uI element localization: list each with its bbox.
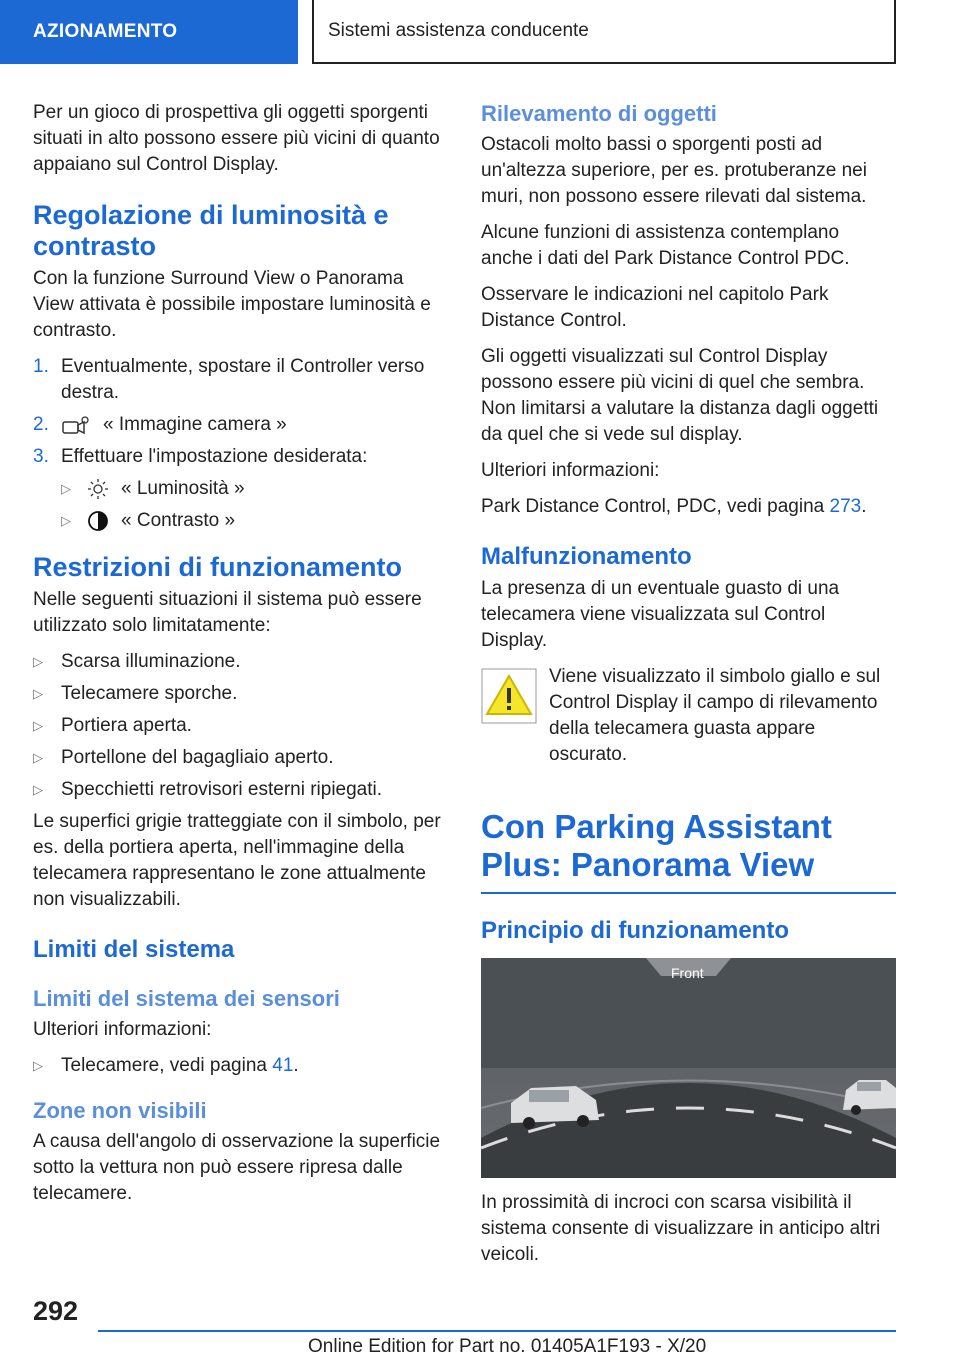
bullet-arrow-icon: ▷	[33, 718, 43, 733]
malfunction-heading: Malfunzionamento	[481, 543, 692, 570]
page-number: 292	[33, 1296, 79, 1326]
camera-label: Front	[671, 965, 704, 981]
section-tab: AZIONAMENTO	[0, 0, 298, 64]
list-item-text: Scarsa illuminazione.	[61, 651, 241, 672]
reference-text: Park Distance Control, PDC, vedi pagina	[481, 496, 825, 517]
bullet-arrow-icon: ▷	[33, 1058, 43, 1073]
list-item	[33, 713, 448, 739]
chapter-title: Sistemi assistenza conducente	[312, 0, 896, 64]
list-item	[33, 649, 448, 675]
sub-item-brightness	[33, 476, 448, 502]
bullet-arrow-icon: ▷	[61, 513, 71, 528]
detection-p3: Osservare le indicazioni nel capitolo Park Distance Control.	[481, 284, 829, 331]
detection-p4: Gli oggetti visualizzati sul Control Display possono essere più vicini di quel che sembra. Non limitarsi a valutare la distanza dagli oggetti da quel che si vede sul display.	[481, 346, 879, 445]
restrictions-heading: Restrizioni di funzionamento	[33, 552, 402, 582]
panorama-view-image	[481, 958, 896, 1178]
step-number: 2.	[33, 414, 49, 435]
left-column	[33, 100, 448, 1217]
list-item	[33, 745, 448, 771]
footer-edition: Online Edition for Part no. 01405A1F193 - X/20	[308, 1336, 707, 1357]
bullet-arrow-icon: ▷	[33, 654, 43, 669]
bullet-arrow-icon: ▷	[33, 686, 43, 701]
panorama-caption: In prossimità di incroci con scarsa visibilità il sistema consente di visualizzare in anticipo altri veicoli.	[481, 1192, 881, 1265]
camera-settings-icon	[61, 412, 91, 438]
principle-heading: Principio di funzionamento	[481, 917, 789, 944]
restrictions-note: Le superfici grigie tratteggiate con il simbolo, per es. della portiera aperta, nell'immagine della telecamera rappresentano le zone attualmente non visualizzabili.	[33, 811, 441, 910]
section-divider	[481, 892, 896, 894]
list-item-text: Portiera aperta.	[61, 715, 192, 736]
step-1	[33, 354, 448, 406]
bullet-arrow-icon: ▷	[33, 782, 43, 797]
warning-triangle-icon	[481, 668, 537, 724]
detection-p2: Alcune funzioni di assistenza contemplano anche i dati del Park Distance Control PDC.	[481, 222, 850, 269]
contrast-icon	[87, 510, 109, 532]
brightness-heading: Regolazione di luminosità e contrasto	[33, 200, 389, 261]
sub-item-text: « Luminosità »	[121, 478, 245, 499]
detection-p6: Park Distance Control, PDC, vedi pagina 273.	[481, 496, 867, 517]
step-text: Eventualmente, spostare il Controller verso destra.	[61, 356, 425, 403]
step-number: 3.	[33, 446, 49, 467]
detection-p1: Ostacoli molto bassi o sporgenti posti ad un'altezza superiore, per es. protuberanze nei muri, non possono essere rilevati dal sistema.	[481, 134, 867, 207]
step-text: « Immagine camera »	[103, 414, 287, 435]
panorama-heading: Con Parking Assistant Plus: Panorama View	[481, 808, 832, 883]
warning-text: Viene visualizzato il simbolo giallo e sul Control Display il campo di rilevamento della telecamera guasta appare oscurato.	[549, 666, 881, 765]
step-text: Effettuare l'impostazione desiderata:	[61, 446, 368, 467]
car-right	[843, 1080, 896, 1115]
step-2	[33, 412, 448, 438]
list-item-text: Portellone del bagagliaio aperto.	[61, 747, 334, 768]
restrictions-text: Nelle seguenti situazioni il sistema può essere utilizzato solo limitatamente:	[33, 589, 422, 636]
step-number: 1.	[33, 356, 49, 377]
warning-box	[481, 664, 896, 768]
bullet-arrow-icon: ▷	[61, 481, 71, 496]
list-item-text: Specchietti retrovisori esterni ripiegati.	[61, 779, 383, 800]
sensor-limits-text: Ulteriori informazioni:	[33, 1019, 212, 1040]
brightness-text: Con la funzione Surround View o Panorama View attivata è possibile impostare luminosità e contrasto.	[33, 268, 431, 341]
page-link-273[interactable]: 273	[829, 496, 862, 517]
hidden-zones-heading: Zone non visibili	[33, 1098, 207, 1123]
list-item-text: Telecamere, vedi pagina	[61, 1055, 267, 1076]
step-3	[33, 444, 448, 470]
detection-heading: Rilevamento di oggetti	[481, 101, 717, 126]
brightness-icon	[87, 478, 109, 500]
sub-item-text: « Contrasto »	[121, 510, 236, 531]
hidden-zones-text: A causa dell'angolo di osservazione la superficie sotto la vettura non può essere ripresa dalle telecamere.	[33, 1131, 441, 1204]
sub-item-contrast	[33, 508, 448, 534]
list-item	[33, 777, 448, 803]
bullet-arrow-icon: ▷	[33, 750, 43, 765]
intro-paragraph: Per un gioco di prospettiva gli oggetti sporgenti situati in alto possono essere più vicini di quanto appaiano sul Control Display.	[33, 102, 440, 175]
list-item: ▷ Telecamere, vedi pagina 41.	[33, 1053, 448, 1079]
footer-divider	[98, 1330, 896, 1332]
list-item	[33, 681, 448, 707]
sensor-limits-heading: Limiti del sistema dei sensori	[33, 986, 340, 1011]
limits-heading: Limiti del sistema	[33, 936, 235, 963]
page-link-41[interactable]: 41	[272, 1055, 294, 1076]
detection-p5: Ulteriori informazioni:	[481, 460, 660, 481]
list-item-text: Telecamere sporche.	[61, 683, 238, 704]
right-column	[481, 100, 896, 1278]
malfunction-text: La presenza di un eventuale guasto di una telecamera viene visualizzata sul Control Display.	[481, 578, 840, 651]
